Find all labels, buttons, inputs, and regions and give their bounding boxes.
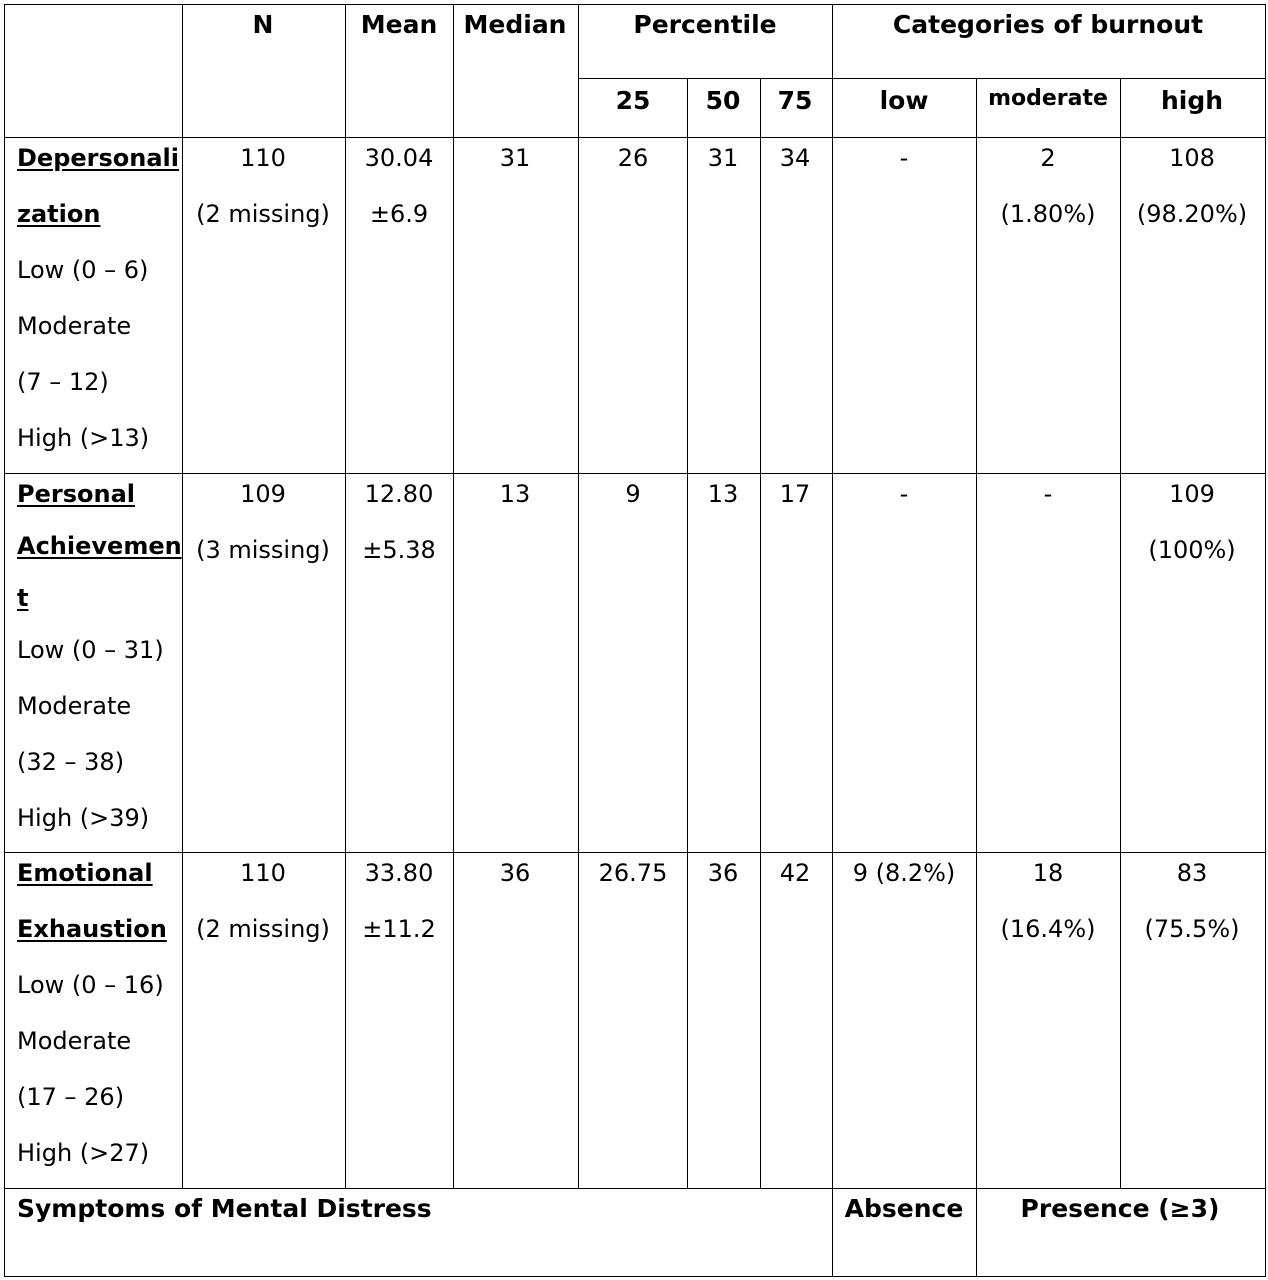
header-low: low (879, 86, 929, 115)
cell-p50: 31 (707, 144, 739, 172)
table-rule (453, 4, 454, 1189)
header-moderate: moderate (988, 86, 1108, 111)
range-label: (7 – 12) (17, 368, 109, 396)
cell-median: 31 (499, 144, 531, 172)
table-rule (4, 473, 1266, 474)
range-label: High (>13) (17, 424, 150, 452)
header-percentile: Percentile (633, 10, 777, 39)
footer-absence: Absence (844, 1194, 964, 1223)
header-high: high (1160, 86, 1224, 115)
header-p50: 50 (705, 86, 741, 115)
range-label: Low (0 – 31) (17, 636, 164, 664)
range-label: (32 – 38) (17, 748, 125, 776)
table-rule (578, 4, 579, 1189)
cell-mean: 12.80 (364, 480, 434, 508)
range-label: (17 – 26) (17, 1083, 125, 1111)
cell-n: 110 (240, 859, 286, 887)
cell-moderate: 2 (1040, 144, 1056, 172)
cell-mean: 33.80 (364, 859, 434, 887)
table-rule (1265, 4, 1266, 1277)
footer-label: Symptoms of Mental Distress (17, 1194, 432, 1223)
row-title: Depersonali (17, 144, 179, 172)
cell-p25: 9 (625, 480, 641, 508)
cell-p50: 13 (707, 480, 739, 508)
cell-high: 109 (1169, 480, 1215, 508)
table-rule (832, 4, 833, 1277)
cell-p75: 17 (779, 480, 811, 508)
cell-moderate: (16.4%) (1000, 915, 1096, 943)
cell-median: 36 (499, 859, 531, 887)
table-rule (976, 78, 977, 1277)
cell-high: (100%) (1148, 536, 1236, 564)
table-rule (4, 1188, 1266, 1189)
row-title: zation (17, 200, 101, 228)
cell-high: 83 (1176, 859, 1208, 887)
cell-n: 109 (240, 480, 286, 508)
row-title: Personal (17, 480, 135, 508)
row-title: Exhaustion (17, 915, 167, 943)
cell-mean: 30.04 (364, 144, 434, 172)
table-rule (4, 1276, 1266, 1277)
cell-n: 110 (240, 144, 286, 172)
row-title: t (17, 584, 29, 612)
table-rule (4, 137, 1266, 138)
table-rule (4, 852, 1266, 853)
cell-n: (3 missing) (196, 536, 330, 564)
range-label: Moderate (17, 1027, 132, 1055)
cell-moderate: - (1043, 480, 1053, 508)
table-rule (760, 78, 761, 1189)
cell-n: (2 missing) (196, 200, 330, 228)
row-title: Emotional (17, 859, 153, 887)
header-p25: 25 (615, 86, 651, 115)
cell-p75: 34 (779, 144, 811, 172)
cell-high: 108 (1169, 144, 1215, 172)
range-label: Moderate (17, 692, 132, 720)
cell-low: - (899, 480, 909, 508)
header-p75: 75 (777, 86, 813, 115)
table-rule (4, 4, 1266, 5)
table-rule (182, 4, 183, 1189)
range-label: Low (0 – 16) (17, 971, 164, 999)
header-mean: Mean (360, 10, 438, 39)
row-title: Achievemen (17, 532, 182, 560)
cell-median: 13 (499, 480, 531, 508)
cell-low: 9 (8.2%) (852, 859, 956, 887)
range-label: Low (0 – 6) (17, 256, 149, 284)
header-median: Median (463, 10, 567, 39)
table-rule (578, 78, 1266, 79)
range-label: Moderate (17, 312, 132, 340)
footer-presence: Presence (≥3) (1020, 1194, 1220, 1223)
cell-mean: ±5.38 (362, 536, 436, 564)
cell-moderate: (1.80%) (1000, 200, 1096, 228)
cell-moderate: 18 (1032, 859, 1064, 887)
cell-p50: 36 (707, 859, 739, 887)
cell-mean: ±6.9 (369, 200, 429, 228)
cell-p75: 42 (779, 859, 811, 887)
cell-high: (75.5%) (1144, 915, 1240, 943)
cell-p25: 26 (617, 144, 649, 172)
table-rule (345, 4, 346, 1189)
header-categories: Categories of burnout (892, 10, 1204, 39)
table-rule (687, 78, 688, 1189)
table-rule (1120, 78, 1121, 1189)
header-n: N (252, 10, 274, 39)
cell-p25: 26.75 (598, 859, 668, 887)
range-label: High (>27) (17, 1139, 150, 1167)
cell-mean: ±11.2 (362, 915, 436, 943)
range-label: High (>39) (17, 804, 150, 832)
table-rule (4, 4, 5, 1277)
cell-low: - (899, 144, 909, 172)
cell-n: (2 missing) (196, 915, 330, 943)
cell-high: (98.20%) (1136, 200, 1248, 228)
